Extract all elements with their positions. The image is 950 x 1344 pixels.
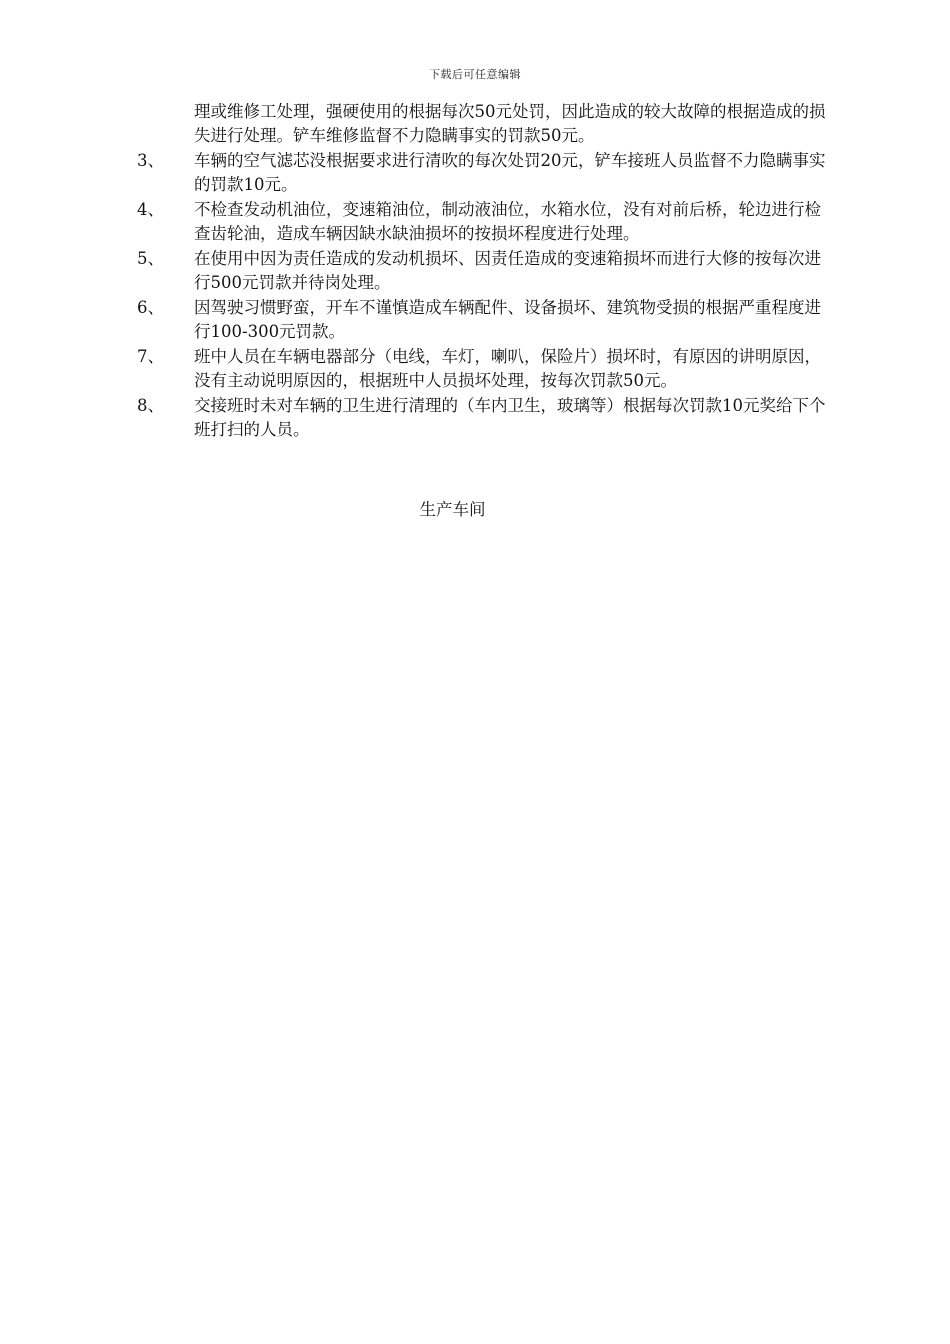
- item-text: 在使用中因为责任造成的发动机损坏、因责任造成的变速箱损坏而进行大修的按每次进行500元罚款并待岗处理。: [194, 249, 821, 292]
- continuation-paragraph: 理或维修工处理，强硬使用的根据每次50元处罚，因此造成的较大故障的根据造成的损失进行处理。铲车维修监督不力隐瞒事实的罚款50元。: [194, 102, 826, 145]
- item-number: 3、: [137, 151, 164, 170]
- list-item: [137, 296, 837, 344]
- item-number: 6、: [137, 298, 164, 317]
- item-number: 4、: [137, 200, 164, 219]
- list-item: [137, 247, 837, 295]
- item-text: 不检查发动机油位，变速箱油位，制动液油位，水箱水位，没有对前后桥，轮边进行检查齿轮油，造成车辆因缺水缺油损坏的按损坏程度进行处理。: [194, 200, 821, 243]
- item-text: 因驾驶习惯野蛮，开车不谨慎造成车辆配件、设备损坏、建筑物受损的根据严重程度进行100-300元罚款。: [194, 298, 821, 341]
- item-number: 8、: [137, 396, 164, 415]
- item-number: 5、: [137, 249, 164, 268]
- list-item: [137, 149, 837, 197]
- list-item: [137, 198, 837, 246]
- signature-department: 生产车间: [419, 500, 486, 519]
- list-item: [137, 394, 837, 442]
- header-note: 下载后可任意编辑: [429, 68, 521, 81]
- item-number: 7、: [137, 347, 164, 366]
- list-item: [137, 345, 837, 393]
- item-text: 班中人员在车辆电器部分（电线，车灯，喇叭，保险片）损坏时，有原因的讲明原因，没有主动说明原因的，根据班中人员损坏处理，按每次罚款50元。: [194, 347, 821, 390]
- item-text: 车辆的空气滤芯没根据要求进行清吹的每次处罚20元，铲车接班人员监督不力隐瞒事实的罚款10元。: [194, 151, 826, 194]
- item-text: 交接班时未对车辆的卫生进行清理的（车内卫生，玻璃等）根据每次罚款10元奖给下个班打扫的人员。: [194, 396, 826, 439]
- document-body: [137, 100, 837, 443]
